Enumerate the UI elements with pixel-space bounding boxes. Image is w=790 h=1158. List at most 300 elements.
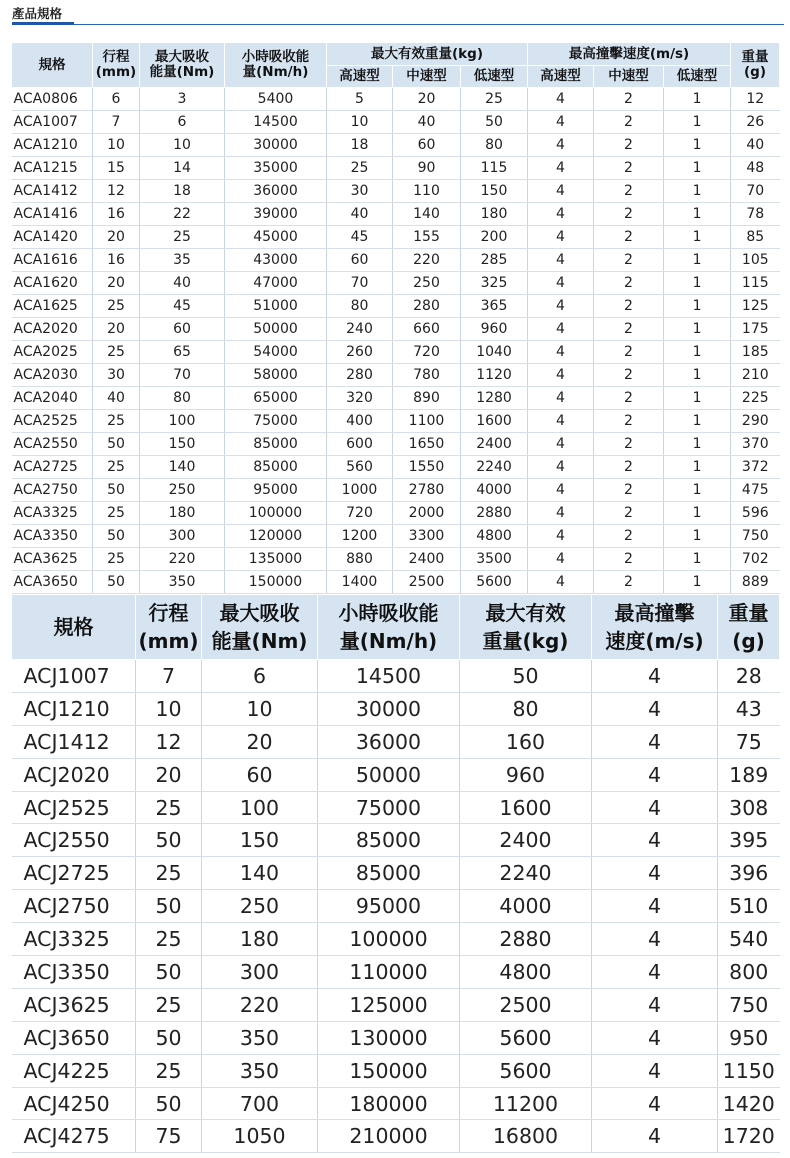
value-cell: 4 xyxy=(528,341,594,364)
value-cell: 60 xyxy=(393,134,461,157)
value-cell: 2 xyxy=(594,318,664,341)
value-cell: 45000 xyxy=(225,226,327,249)
value-cell: 155 xyxy=(393,226,461,249)
value-cell: 5600 xyxy=(460,1021,592,1054)
value-cell: 4 xyxy=(528,479,594,502)
value-cell: 350 xyxy=(202,1021,318,1054)
value-cell: 1 xyxy=(664,203,731,226)
value-cell: 16 xyxy=(93,249,140,272)
value-cell: 25 xyxy=(93,341,140,364)
value-cell: 100 xyxy=(202,791,318,824)
value-cell: 1 xyxy=(664,249,731,272)
value-cell: 10 xyxy=(93,134,140,157)
value-cell: 2880 xyxy=(460,923,592,956)
value-cell: 2400 xyxy=(460,824,592,857)
section-title: 產品規格 xyxy=(12,6,63,21)
col-max-speed: 最高撞擊速度(m/s) xyxy=(528,43,731,66)
col-energy xyxy=(140,43,225,88)
value-cell: 65000 xyxy=(225,387,327,410)
value-cell: 75000 xyxy=(225,410,327,433)
value-cell: 25 xyxy=(93,502,140,525)
value-cell: 43 xyxy=(718,692,780,725)
value-cell: 510 xyxy=(718,890,780,923)
value-cell: 6 xyxy=(202,660,318,693)
value-cell: 6 xyxy=(93,88,140,111)
value-cell: 115 xyxy=(731,272,780,295)
value-cell: 30000 xyxy=(318,692,460,725)
value-cell: 540 xyxy=(718,923,780,956)
model-cell: ACA2525 xyxy=(12,410,93,433)
value-cell: 4 xyxy=(592,1021,718,1054)
value-cell: 350 xyxy=(140,571,225,594)
table-row xyxy=(12,111,780,134)
value-cell: 4 xyxy=(528,134,594,157)
col-weight xyxy=(731,43,780,88)
value-cell: 80 xyxy=(140,387,225,410)
value-cell: 2 xyxy=(594,456,664,479)
value-cell: 1 xyxy=(664,180,731,203)
col-stroke xyxy=(136,595,202,660)
value-cell: 70 xyxy=(327,272,393,295)
table-row xyxy=(12,134,780,157)
value-cell: 260 xyxy=(327,341,393,364)
value-cell: 51000 xyxy=(225,295,327,318)
value-cell: 325 xyxy=(461,272,528,295)
value-cell: 3 xyxy=(140,88,225,111)
value-cell: 950 xyxy=(718,1021,780,1054)
value-cell: 25 xyxy=(327,157,393,180)
col-mass-high: 高速型 xyxy=(327,66,393,88)
value-cell: 2880 xyxy=(461,502,528,525)
value-cell: 160 xyxy=(460,725,592,758)
table-row xyxy=(12,249,780,272)
model-cell: ACA1620 xyxy=(12,272,93,295)
value-cell: 1150 xyxy=(718,1054,780,1087)
value-cell: 50 xyxy=(93,479,140,502)
value-cell: 200 xyxy=(461,226,528,249)
col-energy-line2: 能量(Nm) xyxy=(149,64,215,80)
model-cell: ACJ1210 xyxy=(12,692,136,725)
model-cell: ACJ3325 xyxy=(12,923,136,956)
value-cell: 2 xyxy=(594,502,664,525)
value-cell: 5600 xyxy=(460,1054,592,1087)
table-row xyxy=(12,956,780,989)
value-cell: 80 xyxy=(460,692,592,725)
value-cell: 25 xyxy=(136,857,202,890)
value-cell: 14 xyxy=(140,157,225,180)
value-cell: 58000 xyxy=(225,364,327,387)
value-cell: 20 xyxy=(136,758,202,791)
value-cell: 70 xyxy=(731,180,780,203)
value-cell: 150 xyxy=(202,824,318,857)
value-cell: 4 xyxy=(592,692,718,725)
value-cell: 5 xyxy=(327,88,393,111)
value-cell: 175 xyxy=(731,318,780,341)
value-cell: 140 xyxy=(393,203,461,226)
value-cell: 28 xyxy=(718,660,780,693)
value-cell: 750 xyxy=(731,525,780,548)
model-cell: ACA2750 xyxy=(12,479,93,502)
value-cell: 250 xyxy=(393,272,461,295)
value-cell: 18 xyxy=(140,180,225,203)
value-cell: 596 xyxy=(731,502,780,525)
value-cell: 47000 xyxy=(225,272,327,295)
table-row xyxy=(12,824,780,857)
value-cell: 372 xyxy=(731,456,780,479)
value-cell: 10 xyxy=(140,134,225,157)
value-cell: 95000 xyxy=(225,479,327,502)
value-cell: 54000 xyxy=(225,341,327,364)
value-cell: 1 xyxy=(664,456,731,479)
value-cell: 30000 xyxy=(225,134,327,157)
value-cell: 95000 xyxy=(318,890,460,923)
value-cell: 2500 xyxy=(393,571,461,594)
col-spec: 規格 xyxy=(12,43,93,88)
value-cell: 1200 xyxy=(327,525,393,548)
value-cell: 2 xyxy=(594,180,664,203)
col-max-speed xyxy=(592,595,718,660)
value-cell: 150 xyxy=(461,180,528,203)
value-cell: 4 xyxy=(592,923,718,956)
value-cell: 2 xyxy=(594,203,664,226)
value-cell: 85000 xyxy=(318,857,460,890)
value-cell: 2240 xyxy=(461,456,528,479)
model-cell: ACJ3650 xyxy=(12,1021,136,1054)
value-cell: 4 xyxy=(528,272,594,295)
model-cell: ACA1412 xyxy=(12,180,93,203)
value-cell: 25 xyxy=(93,548,140,571)
model-cell: ACA1420 xyxy=(12,226,93,249)
value-cell: 4 xyxy=(592,725,718,758)
value-cell: 75000 xyxy=(318,791,460,824)
value-cell: 150000 xyxy=(225,571,327,594)
value-cell: 1050 xyxy=(202,1120,318,1153)
value-cell: 4 xyxy=(528,88,594,111)
value-cell: 2400 xyxy=(393,548,461,571)
value-cell: 300 xyxy=(202,956,318,989)
model-cell: ACJ4275 xyxy=(12,1120,136,1153)
col-weight-line1: 重量 xyxy=(728,601,769,625)
value-cell: 280 xyxy=(393,295,461,318)
value-cell: 25 xyxy=(136,1054,202,1087)
value-cell: 130000 xyxy=(318,1021,460,1054)
value-cell: 4 xyxy=(528,249,594,272)
col-speed-high: 高速型 xyxy=(528,66,594,88)
model-cell: ACJ2525 xyxy=(12,791,136,824)
value-cell: 50 xyxy=(93,525,140,548)
value-cell: 4 xyxy=(528,433,594,456)
value-cell: 2 xyxy=(594,410,664,433)
table-row xyxy=(12,1087,780,1120)
col-hourly-line2: 量(Nm/h) xyxy=(242,64,309,80)
table-row xyxy=(12,456,780,479)
value-cell: 1 xyxy=(664,410,731,433)
model-cell: ACA3325 xyxy=(12,502,93,525)
value-cell: 4 xyxy=(528,203,594,226)
value-cell: 880 xyxy=(327,548,393,571)
value-cell: 396 xyxy=(718,857,780,890)
value-cell: 4 xyxy=(528,318,594,341)
model-cell: ACJ1007 xyxy=(12,660,136,693)
value-cell: 36000 xyxy=(225,180,327,203)
value-cell: 10 xyxy=(202,692,318,725)
value-cell: 50 xyxy=(136,1087,202,1120)
value-cell: 210000 xyxy=(318,1120,460,1153)
col-max-mass-line1: 最大有效 xyxy=(485,601,566,625)
table-row xyxy=(12,791,780,824)
value-cell: 1 xyxy=(664,295,731,318)
value-cell: 65 xyxy=(140,341,225,364)
value-cell: 20 xyxy=(93,226,140,249)
section-accent-bar xyxy=(12,22,74,25)
value-cell: 220 xyxy=(393,249,461,272)
value-cell: 10 xyxy=(327,111,393,134)
col-speed-mid: 中速型 xyxy=(594,66,664,88)
value-cell: 2 xyxy=(594,134,664,157)
model-cell: ACA2040 xyxy=(12,387,93,410)
table-row xyxy=(12,341,780,364)
value-cell: 78 xyxy=(731,203,780,226)
value-cell: 4 xyxy=(528,364,594,387)
value-cell: 225 xyxy=(731,387,780,410)
value-cell: 40 xyxy=(731,134,780,157)
model-cell: ACA3650 xyxy=(12,571,93,594)
value-cell: 800 xyxy=(718,956,780,989)
table-row xyxy=(12,180,780,203)
value-cell: 1 xyxy=(664,525,731,548)
col-mass-low: 低速型 xyxy=(461,66,528,88)
col-hourly xyxy=(318,595,460,660)
value-cell: 1 xyxy=(664,88,731,111)
value-cell: 1280 xyxy=(461,387,528,410)
value-cell: 11200 xyxy=(460,1087,592,1120)
value-cell: 1 xyxy=(664,571,731,594)
value-cell: 60 xyxy=(202,758,318,791)
model-cell: ACA2025 xyxy=(12,341,93,364)
value-cell: 4 xyxy=(528,571,594,594)
col-hourly xyxy=(225,43,327,88)
value-cell: 18 xyxy=(327,134,393,157)
value-cell: 16 xyxy=(93,203,140,226)
model-cell: ACJ3625 xyxy=(12,988,136,1021)
value-cell: 85000 xyxy=(225,433,327,456)
value-cell: 2 xyxy=(594,479,664,502)
value-cell: 475 xyxy=(731,479,780,502)
model-cell: ACA1616 xyxy=(12,249,93,272)
table-row xyxy=(12,758,780,791)
value-cell: 1550 xyxy=(393,456,461,479)
col-energy-line1: 最大吸收 xyxy=(155,49,209,65)
value-cell: 2 xyxy=(594,525,664,548)
value-cell: 1 xyxy=(664,479,731,502)
col-stroke xyxy=(93,43,140,88)
value-cell: 1 xyxy=(664,111,731,134)
value-cell: 1 xyxy=(664,272,731,295)
model-cell: ACJ2750 xyxy=(12,890,136,923)
value-cell: 30 xyxy=(327,180,393,203)
value-cell: 25 xyxy=(136,791,202,824)
value-cell: 50 xyxy=(136,824,202,857)
value-cell: 15 xyxy=(93,157,140,180)
value-cell: 35000 xyxy=(225,157,327,180)
value-cell: 4 xyxy=(528,548,594,571)
value-cell: 115 xyxy=(461,157,528,180)
value-cell: 85 xyxy=(731,226,780,249)
value-cell: 1650 xyxy=(393,433,461,456)
value-cell: 1100 xyxy=(393,410,461,433)
value-cell: 14500 xyxy=(225,111,327,134)
value-cell: 1 xyxy=(664,226,731,249)
value-cell: 308 xyxy=(718,791,780,824)
value-cell: 210 xyxy=(731,364,780,387)
value-cell: 4 xyxy=(592,956,718,989)
value-cell: 220 xyxy=(202,988,318,1021)
value-cell: 180 xyxy=(202,923,318,956)
value-cell: 395 xyxy=(718,824,780,857)
value-cell: 4 xyxy=(592,1054,718,1087)
table-row xyxy=(12,203,780,226)
col-hourly-line1: 小時吸收能 xyxy=(241,49,310,65)
model-cell: ACJ2550 xyxy=(12,824,136,857)
value-cell: 4 xyxy=(592,1087,718,1120)
table-row xyxy=(12,387,780,410)
value-cell: 50 xyxy=(93,571,140,594)
value-cell: 4 xyxy=(528,387,594,410)
table-row xyxy=(12,318,780,341)
aca-spec-table xyxy=(11,42,780,594)
table-row xyxy=(12,660,780,693)
col-stroke-line1: 行程 xyxy=(148,601,189,625)
table-row xyxy=(12,1120,780,1153)
value-cell: 750 xyxy=(718,988,780,1021)
table-row xyxy=(12,364,780,387)
table-row xyxy=(12,226,780,249)
value-cell: 125 xyxy=(731,295,780,318)
col-max-mass: 最大有效重量(kg) xyxy=(327,43,528,66)
value-cell: 720 xyxy=(327,502,393,525)
value-cell: 120000 xyxy=(225,525,327,548)
table-row xyxy=(12,525,780,548)
value-cell: 4 xyxy=(528,226,594,249)
table-row xyxy=(12,295,780,318)
value-cell: 4800 xyxy=(460,956,592,989)
value-cell: 4 xyxy=(528,295,594,318)
value-cell: 25 xyxy=(140,226,225,249)
value-cell: 1420 xyxy=(718,1087,780,1120)
value-cell: 1120 xyxy=(461,364,528,387)
value-cell: 70 xyxy=(140,364,225,387)
value-cell: 16800 xyxy=(460,1120,592,1153)
value-cell: 22 xyxy=(140,203,225,226)
value-cell: 720 xyxy=(393,341,461,364)
value-cell: 1 xyxy=(664,157,731,180)
value-cell: 20 xyxy=(202,725,318,758)
col-max-speed-line2: 速度(m/s) xyxy=(605,629,704,653)
table-row xyxy=(12,433,780,456)
value-cell: 10 xyxy=(136,692,202,725)
value-cell: 4 xyxy=(592,857,718,890)
value-cell: 4 xyxy=(592,758,718,791)
col-weight xyxy=(718,595,780,660)
value-cell: 1 xyxy=(664,341,731,364)
value-cell: 2 xyxy=(594,295,664,318)
value-cell: 702 xyxy=(731,548,780,571)
value-cell: 1 xyxy=(664,387,731,410)
value-cell: 5400 xyxy=(225,88,327,111)
value-cell: 960 xyxy=(460,758,592,791)
value-cell: 370 xyxy=(731,433,780,456)
value-cell: 2 xyxy=(594,111,664,134)
value-cell: 4 xyxy=(592,1120,718,1153)
table-row xyxy=(12,272,780,295)
value-cell: 5600 xyxy=(461,571,528,594)
col-speed-low: 低速型 xyxy=(664,66,731,88)
value-cell: 40 xyxy=(140,272,225,295)
value-cell: 50 xyxy=(460,660,592,693)
value-cell: 4000 xyxy=(460,890,592,923)
col-energy-line1: 最大吸收 xyxy=(219,601,300,625)
col-stroke-line1: 行程 xyxy=(102,49,130,65)
value-cell: 700 xyxy=(202,1087,318,1120)
value-cell: 4 xyxy=(528,525,594,548)
value-cell: 180000 xyxy=(318,1087,460,1120)
value-cell: 890 xyxy=(393,387,461,410)
value-cell: 780 xyxy=(393,364,461,387)
value-cell: 20 xyxy=(393,88,461,111)
value-cell: 4 xyxy=(528,180,594,203)
model-cell: ACA3350 xyxy=(12,525,93,548)
model-cell: ACA2550 xyxy=(12,433,93,456)
value-cell: 40 xyxy=(327,203,393,226)
col-mass-mid: 中速型 xyxy=(393,66,461,88)
table-row xyxy=(12,157,780,180)
value-cell: 2500 xyxy=(460,988,592,1021)
col-spec: 規格 xyxy=(12,595,136,660)
model-cell: ACA2030 xyxy=(12,364,93,387)
value-cell: 60 xyxy=(327,249,393,272)
col-stroke-line2: (mm) xyxy=(95,64,137,80)
value-cell: 25 xyxy=(136,988,202,1021)
model-cell: ACA2020 xyxy=(12,318,93,341)
col-hourly-line2: 量(Nm/h) xyxy=(339,629,438,653)
table-row xyxy=(12,988,780,1021)
model-cell: ACA2725 xyxy=(12,456,93,479)
value-cell: 1 xyxy=(664,548,731,571)
value-cell: 4 xyxy=(528,157,594,180)
model-cell: ACJ2725 xyxy=(12,857,136,890)
model-cell: ACJ4250 xyxy=(12,1087,136,1120)
col-max-speed-line1: 最高撞擊 xyxy=(614,601,695,625)
value-cell: 180 xyxy=(461,203,528,226)
col-stroke-line2: (mm) xyxy=(138,629,199,653)
value-cell: 50 xyxy=(461,111,528,134)
model-cell: ACA3625 xyxy=(12,548,93,571)
model-cell: ACJ4225 xyxy=(12,1054,136,1087)
value-cell: 100000 xyxy=(225,502,327,525)
value-cell: 50000 xyxy=(225,318,327,341)
value-cell: 105 xyxy=(731,249,780,272)
value-cell: 220 xyxy=(140,548,225,571)
value-cell: 40 xyxy=(93,387,140,410)
value-cell: 140 xyxy=(202,857,318,890)
model-cell: ACA1215 xyxy=(12,157,93,180)
table-row xyxy=(12,548,780,571)
table-row xyxy=(12,88,780,111)
value-cell: 48 xyxy=(731,157,780,180)
value-cell: 285 xyxy=(461,249,528,272)
value-cell: 2000 xyxy=(393,502,461,525)
value-cell: 365 xyxy=(461,295,528,318)
